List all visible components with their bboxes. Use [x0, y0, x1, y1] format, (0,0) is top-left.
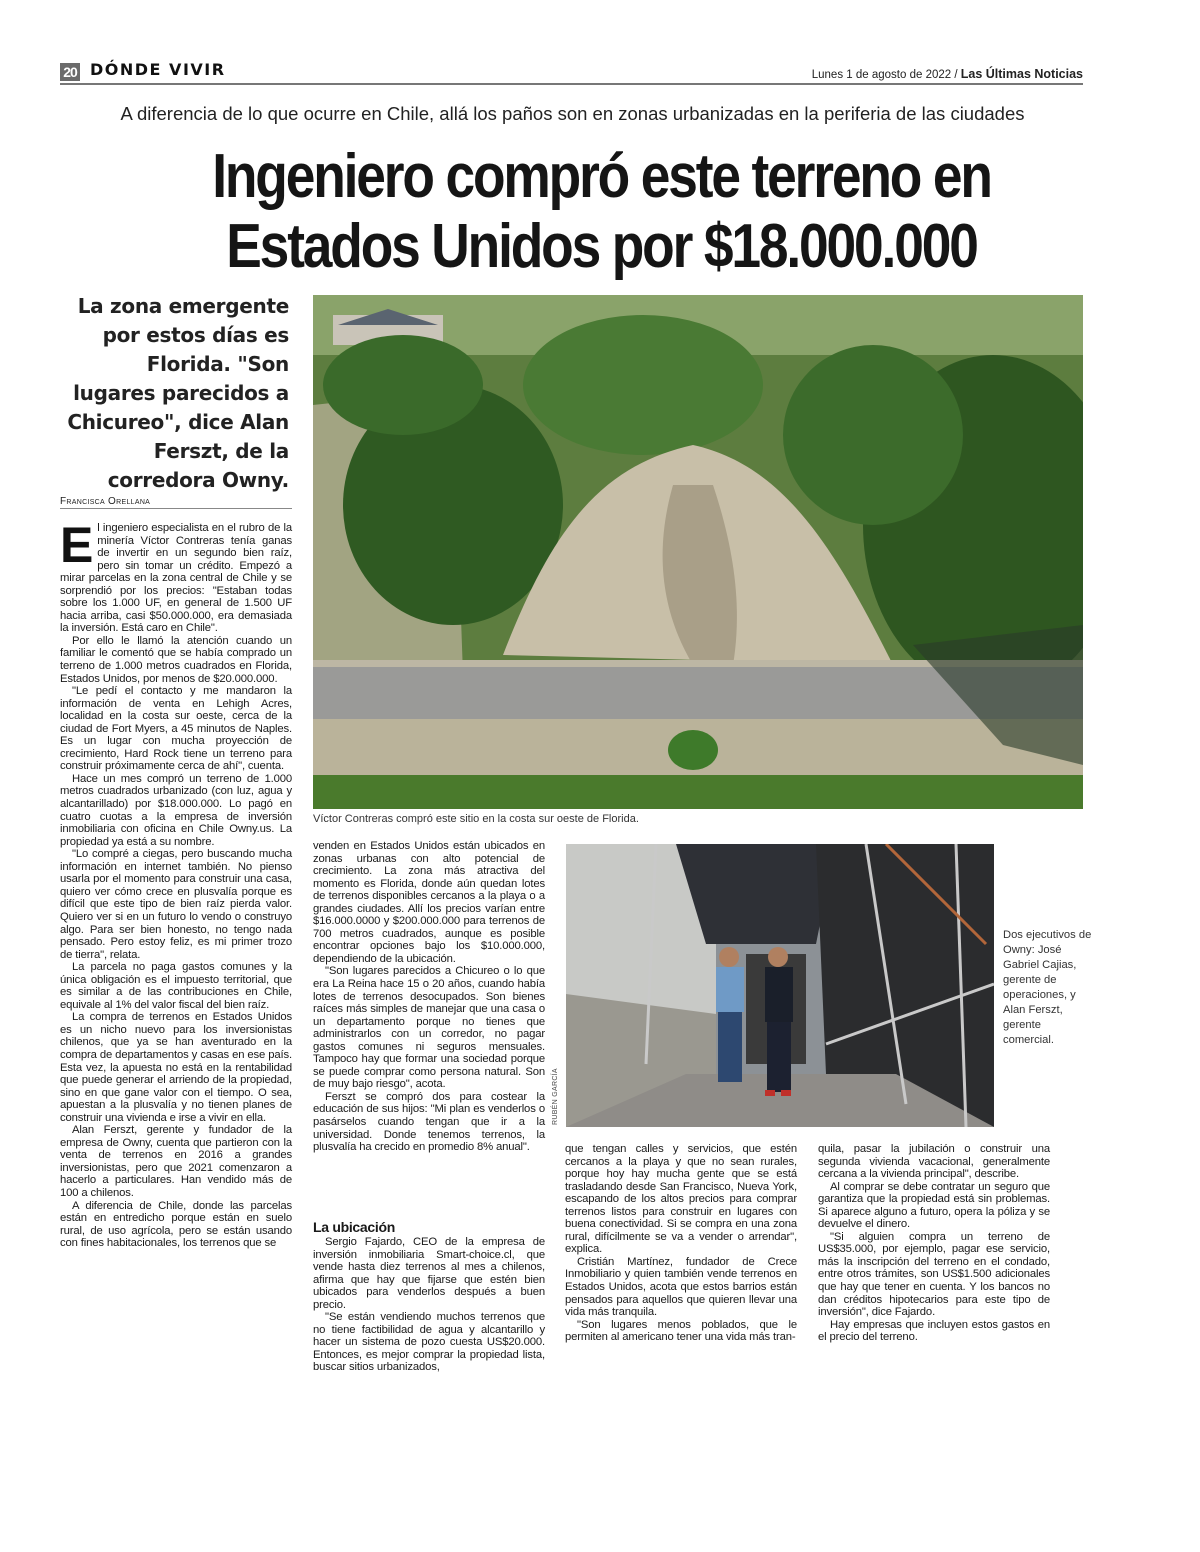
page-number: 20 [60, 63, 80, 81]
paragraph: "Se están vendiendo muchos terrenos que no tiene factibilidad de agua y alcantarillo y hacer un sistema de pozo cuesta US$20.000. Entonces, es mejor comprar la propiedad lista, buscar sitios urbanizados, [313, 1311, 545, 1374]
executives-photo [566, 844, 994, 1127]
article-column-2-section [313, 1213, 545, 1374]
executives-photo-caption: Dos ejecutivos de Owny: José Gabriel Cajias, gerente de operaciones, y Alan Ferszt, gerente comercial. [1003, 929, 1092, 1046]
paragraph: Hay empresas que incluyen estos gastos en el precio del terreno. [818, 1318, 1050, 1344]
publication-name: Las Últimas Noticias [960, 67, 1083, 81]
byline-rule [60, 508, 292, 509]
article-kicker: A diferencia de lo que ocurre en Chile, allá los paños son en zonas urbanizadas en la periferia de las ciudades [120, 103, 1025, 124]
executives-photo-illustration [566, 844, 994, 1127]
paragraph: El ingeniero especialista en el rubro de la minería Víctor Contreras tenía ganas de invertir en un segundo bien raíz, pero sin tomar un crédito. Empezó a mirar parcelas en la zona central de Chile y se sorprendió por los precios: "Estaban todas sobre los 1.000 UF, en general de 1.500 UF hacia arriba, casi $50.000.000, era demasiada la inversión. Está caro en Chile". [60, 517, 292, 635]
paragraph: Al comprar se debe contratar un seguro que garantiza que la propiedad está sin problemas. Si aparece alguno a futuro, opera la póliza y se devuelve el dinero. [818, 1180, 1050, 1231]
paragraph: quila, pasar la jubilación o construir una segunda vivienda vacacional, generalmente cercana a la vivienda principal", describe. [818, 1143, 1050, 1181]
paragraph: Cristián Martínez, fundador de Crece Inmobiliario y quien también vende terrenos en Estados Unidos, acota que estos barrios están pensados para aquellos que quieren llevar una vida más tranquila. [565, 1255, 797, 1319]
paragraph: A diferencia de Chile, donde las parcelas están en entredicho porque están en suelo rural, de uso agrícola, pero se están usando con fines habitacionales, los terrenos que se [60, 1199, 292, 1250]
aerial-photo-illustration [313, 295, 1083, 809]
byline: Francisca Orellana [60, 496, 151, 507]
photo-credit: RUBÉN GARCÍA [552, 1068, 559, 1125]
article-column-1 [60, 517, 292, 1250]
paragraph: Por ello le llamó la atención cuando un familiar le comentó que se había comprado un terreno de 1.000 metros cuadrados en Florida, Estados Unidos, por menos de $20.000.000. [60, 634, 292, 685]
paragraph: La parcela no paga gastos comunes y la única obligación es el impuesto territorial, que es similar a de las contribuciones en Chile, equivale al 1% del valor fiscal del bien raíz. [60, 961, 292, 1011]
paragraph: Hace un mes compró un terreno de 1.000 metros cuadrados urbanizado (con luz, agua y alcantarillado) por $18.000.000. Lo pagó en cuatro cuotas a la empresa de inversión inmobiliaria con oficina en Chile Owny.us. La propiedad ya está a su nombre. [60, 772, 292, 848]
section-title: DÓNDE VIVIR [90, 60, 226, 79]
subheading: La ubicación [313, 1219, 395, 1235]
aerial-lot-photo [313, 295, 1083, 809]
paragraph: venden en Estados Unidos están ubicados en zonas urbanas con alto potencial de crecimiento. La zona más atractiva del momento es Florida, donde aún quedan lotes de terrenos disponibles cercanos a la playa o a grandes ciudades. Allí los precios varían entre $16.000.0000 y $200.000.000 para terrenos de 700 metros cuadrados, aunque es posible encontrar opciones bajo los $10.000.000, dependiendo de la ubicación. [313, 840, 545, 965]
paragraph: "Si alguien compra un terreno de US$35.000, por ejemplo, pagar ese servicio, más la inscripción del terreno en el condado, entre otros trámites, son US$1.500 adicionales que hay que tener en cuenta. Y los bancos no dan créditos hipotecarios para este tipo de inversión", dice Fajardo. [818, 1230, 1050, 1319]
article-column-3 [565, 1143, 797, 1344]
article-headline [136, 142, 1067, 282]
aerial-photo-caption: Víctor Contreras compró este sitio en la costa sur oeste de Florida. [313, 813, 639, 825]
dateline [812, 67, 1083, 81]
headline-line-1: Ingeniero compró este terreno en [212, 142, 991, 211]
article-column-2 [313, 840, 545, 1154]
paragraph: "Son lugares menos poblados, que le permiten al americano tener una vida más tran- [565, 1318, 797, 1344]
paragraph: "Le pedí el contacto y me mandaron la información de venta en Lehigh Acres, localidad en la costa sur oeste, cerca de la ciudad de Fort Myers, a 45 minutos de Naples. Es un lugar con mucha proyección de crecimiento, Hard Rock tiene un terreno para construir próximamente cerca de ahí", cuenta. [60, 685, 292, 773]
paragraph: "Lo compré a ciegas, pero buscando mucha información en internet también. No pienso usarla por el momento para construir una casa, quiero ver cómo crece en plusvalía porque es difícil que este tipo de bien raíz pierda valor. Quiero ver si en un futuro lo vendo o construyo algo. Para ser bien honesto, no tengo nada pensado. Pero estoy feliz, es mi primer trozo de tierra", relata. [60, 848, 292, 961]
paragraph: La compra de terrenos en Estados Unidos es un nicho nuevo para los inversionistas chilenos, que ya se han aventurado en la compra de departamentos y casas en ese país. Esta vez, la apuesta no está en la rentabilidad que puede generar el arriendo de la propiedad, sino en que gane valor con el tiempo. O sea, apuestan a la plusvalía y no tienen planes de construir una vivienda e irse a vivir en ella. [60, 1011, 292, 1124]
article-column-4 [818, 1143, 1050, 1344]
paragraph: que tengan calles y servicios, que estén cercanos a la playa y que no sean rurales, porque hoy hay mucha gente que se está trasladando desde San Francisco, Nueva York, escapando de los altos precios para comprar terrenos listos para construir en lugares con buena conectividad. Si se compra en una zona rural, difícilmente se va a vender o arrendar", explica. [565, 1143, 797, 1256]
paragraph: "Son lugares parecidos a Chicureo o lo que era La Reina hace 15 o 20 años, cuando había lotes de terrenos desocupados. Son bienes raíces más simples de manejar que una casa o un departamento porque no tienes que administrarlos con un corredor, no pagar gastos comunes ni seguros mensuales. Tampoco hay que formar una sociedad porque se puede comprar como persona natural. Son de muy bajo riesgo", acota. [313, 965, 545, 1091]
header-rule [60, 83, 1083, 85]
drop-cap: E [60, 517, 94, 573]
paragraph: Ferszt se compró dos para costear la educación de sus hijos: "Mi plan es venderlos o pasárselos cuando tengan que ir a la universidad. Donde tenemos terrenos, la plusvalía ha crecido en promedio 8% anual". [313, 1090, 545, 1154]
issue-date: Lunes 1 de agosto de 2022 / [811, 69, 961, 81]
paragraph: Alan Ferszt, gerente y fundador de la empresa de Owny, cuenta que partieron con la venta de terrenos en 2016 a grandes inversionistas, pero que 2021 comenzaron a hacerlo a particulares. Han vendido más de 100 a chilenos. [60, 1124, 292, 1199]
article-deck: La zona emergente por estos días es Florida. "Son lugares parecidos a Chicureo", dice Alan Ferszt, de la corredora Owny. [67, 294, 289, 492]
headline-line-2: Estados Unidos por $18.000.000 [226, 212, 977, 281]
paragraph: Sergio Fajardo, CEO de la empresa de inversión inmobiliaria Smart-choice.cl, que vende hasta diez terrenos al mes a chilenos, afirma que hay que fijarse que estén bien ubicados para venderlos después a buen precio. [313, 1236, 545, 1311]
